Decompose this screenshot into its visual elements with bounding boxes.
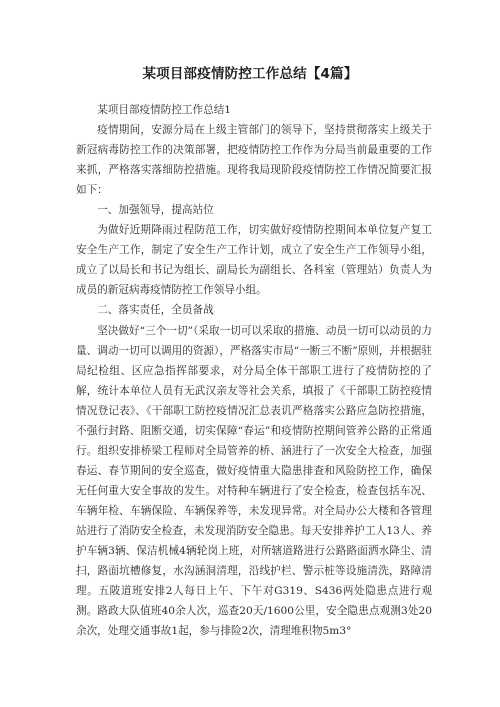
document-body xyxy=(76,100,432,641)
subheading: 一、加强领导，提高站位 xyxy=(97,204,214,217)
body-paragraph: 疫情期间，安源分局在上级主管部门的领导下，坚持贯彻落实上级关于新冠病毒防控工作的决策部署，把疫情防控工作作为分局当前最重要的工作来抓，严格落实落细防控措施。现将我局现阶段疫情防控工作情况简要汇报如下： xyxy=(76,124,432,197)
document-title: 某项目部疫情防控工作总结【4篇】 xyxy=(142,66,358,82)
subheading: 二、落实责任，全员备战 xyxy=(97,304,214,317)
body-paragraph: 坚决做好“三个一切”（采取一切可以采取的措施、动员一切可以动员的力量、调动一切可以调用的资源），严格落实市局“一断三不断”原则，并根据驻局纪检组、区应急指挥部要求，对分局全体干部职工进行了疫情防控的了解，统计本单位人员有无武汉亲友等社会关系，填报了《干部职工防控疫情情况登记表》、《干部职工防控疫情况汇总表讥严格落实公路应急防控措施，不强行封路、阻断交通，切实保障“春运”和疫情防控期间管养公路的正常通行。组织安排桥梁工程师对全局管养的桥、涵进行了一次安全大检查，加强春运、春节期间的安全巡查，做好疫情重大隐患排查和风险防控工作，确保无任何重大安全事故的发生。对特种车辆进行了安全检查，检查包括车况、车辆年检、车辆保险、车辆保养等，未发现异常。对全局办公大楼和各管理站进行了消防安全检查，未发现消防安全隐患。每天安排养护工人13人、养护车辆3辆、保洁机械4辆轮岗上班，对所辖道路进行公路路面洒水降尘、清扫，路面坑槽修复，水沟涵洞清理，沿线护栏、警示桩等设施清洗，路障清理。五陂道班安排2人每日上午、下午对G319、S436两处隐患点进行观测。路政大队值班40余人次，巡查20天/1600公里，安全隐患点观测3处20余次，处理交通事故1起，参与排险2次，清理堆积物5m3° xyxy=(76,324,432,638)
section-heading: 某项目部疫情防控工作总结1 xyxy=(97,104,232,116)
body-paragraph: 为做好近期降雨过程防范工作，切实做好疫情防控期间本单位复产复工安全生产工作，制定了安全生产工作计划，成立了安全生产工作领导小组，成立了以局长和书记为组长、副局长为副组长、各科室（管理站）负责人为成员的新冠病毒疫情防控工作领导小组。 xyxy=(76,224,432,297)
